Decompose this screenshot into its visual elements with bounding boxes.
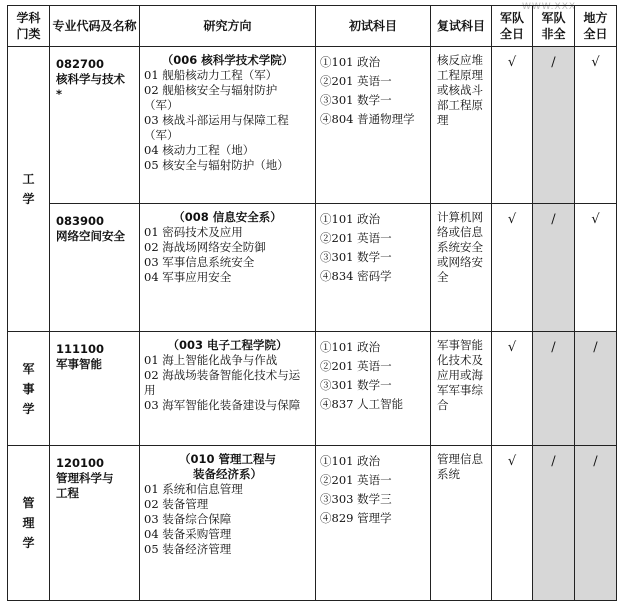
exam-cell [316,204,431,332]
mark-military-fulltime: √ [492,204,533,332]
direction-item: 02 装备管理 [144,497,209,511]
school-name: （010 管理工程与 装备经济系） [178,452,276,481]
major-name: 管理科学与 工程 [56,471,114,500]
header-initial-exam: 初试科目 [316,6,431,47]
header-direction: 研究方向 [140,6,316,47]
school-name: （006 核科学技术学院） [161,53,294,67]
direction-item: 01 系统和信息管理 [144,482,243,496]
direction-item: 04 核动力工程（地） [144,143,255,157]
direction-item: 02 海战场装备智能化技术与运用 [144,368,301,397]
direction-item: 02 海战场网络安全防御 [144,240,266,254]
major-cell [50,446,140,601]
exam-item: ②201 英语一 [320,473,392,487]
retest-cell: 军事智能化技术及应用或海军军事综合 [431,332,492,446]
direction-cell [140,47,316,204]
direction-item: 03 装备综合保障 [144,512,232,526]
category-engineering: 工 学 [8,47,50,332]
exam-item: ③301 数学一 [320,378,392,392]
exam-cell [316,446,431,601]
direction-item: 04 装备采购管理 [144,527,232,541]
header-major: 专业代码及名称 [50,6,140,47]
header-row [8,6,617,47]
retest-cell: 管理信息系统 [431,446,492,601]
exam-cell [316,332,431,446]
table-row [8,204,617,332]
major-code: 082700 [56,57,105,71]
major-cell [50,204,140,332]
mark-local-fulltime: √ [575,204,617,332]
mark-military-fulltime: √ [492,47,533,204]
school-name: （008 信息安全系） [173,210,282,224]
exam-item: ①101 政治 [320,55,381,69]
exam-item: ④834 密码学 [320,269,392,283]
direction-item: 04 军事应用安全 [144,270,232,284]
direction-cell [140,446,316,601]
direction-item: 03 海军智能化装备建设与保障 [144,398,301,412]
mark-military-fulltime: √ [492,332,533,446]
watermark: WWW.XXX [522,2,577,12]
mark-military-parttime: / [533,47,575,204]
exam-item: ③303 数学三 [320,492,392,506]
major-name: 核科学与技术 * [56,72,125,101]
direction-item: 01 舰船核动力工程（军） [144,68,278,82]
catalog-table [7,5,617,601]
mark-military-parttime: / [533,332,575,446]
exam-item: ②201 英语一 [320,359,392,373]
major-code: 111100 [56,342,105,356]
major-code: 083900 [56,214,105,228]
header-category: 学科 门类 [8,6,50,47]
retest-cell: 核反应堆工程原理或核战斗部工程原理 [431,47,492,204]
major-cell [50,47,140,204]
major-code: 120100 [56,456,105,470]
mark-military-fulltime: √ [492,446,533,601]
mark-local-fulltime: √ [575,47,617,204]
exam-item: ④804 普通物理学 [320,112,415,126]
exam-item: ①101 政治 [320,454,381,468]
table-row [8,446,617,601]
table-row [8,332,617,446]
mark-local-fulltime: / [575,332,617,446]
exam-item: ①101 政治 [320,212,381,226]
exam-item: ③301 数学一 [320,93,392,107]
retest-cell: 计算机网络或信息系统安全或网络安全 [431,204,492,332]
direction-item: 03 军事信息系统安全 [144,255,255,269]
header-military-parttime: 军队 非全 [533,6,575,47]
mark-military-parttime: / [533,204,575,332]
school-name: （003 电子工程学院） [167,338,288,352]
exam-item: ②201 英语一 [320,231,392,245]
direction-cell [140,204,316,332]
exam-item: ①101 政治 [320,340,381,354]
direction-item: 05 装备经济管理 [144,542,232,556]
exam-cell [316,47,431,204]
header-military-fulltime: 军队 全日 [492,6,533,47]
exam-item: ④837 人工智能 [320,397,404,411]
header-retest: 复试科目 [431,6,492,47]
mark-military-parttime: / [533,446,575,601]
direction-cell [140,332,316,446]
major-cell [50,332,140,446]
table-row [8,47,617,204]
major-name: 网络空间安全 [56,229,125,243]
category-management: 管 理 学 [8,446,50,601]
exam-item: ③301 数学一 [320,250,392,264]
direction-item: 05 核安全与辐射防护（地） [144,158,289,172]
category-military: 军 事 学 [8,332,50,446]
header-local-fulltime: 地方 全日 [575,6,617,47]
exam-item: ④829 管理学 [320,511,392,525]
mark-local-fulltime: / [575,446,617,601]
direction-item: 02 舰船核安全与辐射防护 （军） [144,83,278,112]
direction-item: 01 密码技术及应用 [144,225,243,239]
direction-item: 01 海上智能化战争与作战 [144,353,278,367]
direction-item: 03 核战斗部运用与保障工程 （军） [144,113,289,142]
exam-item: ②201 英语一 [320,74,392,88]
major-name: 军事智能 [56,357,102,371]
